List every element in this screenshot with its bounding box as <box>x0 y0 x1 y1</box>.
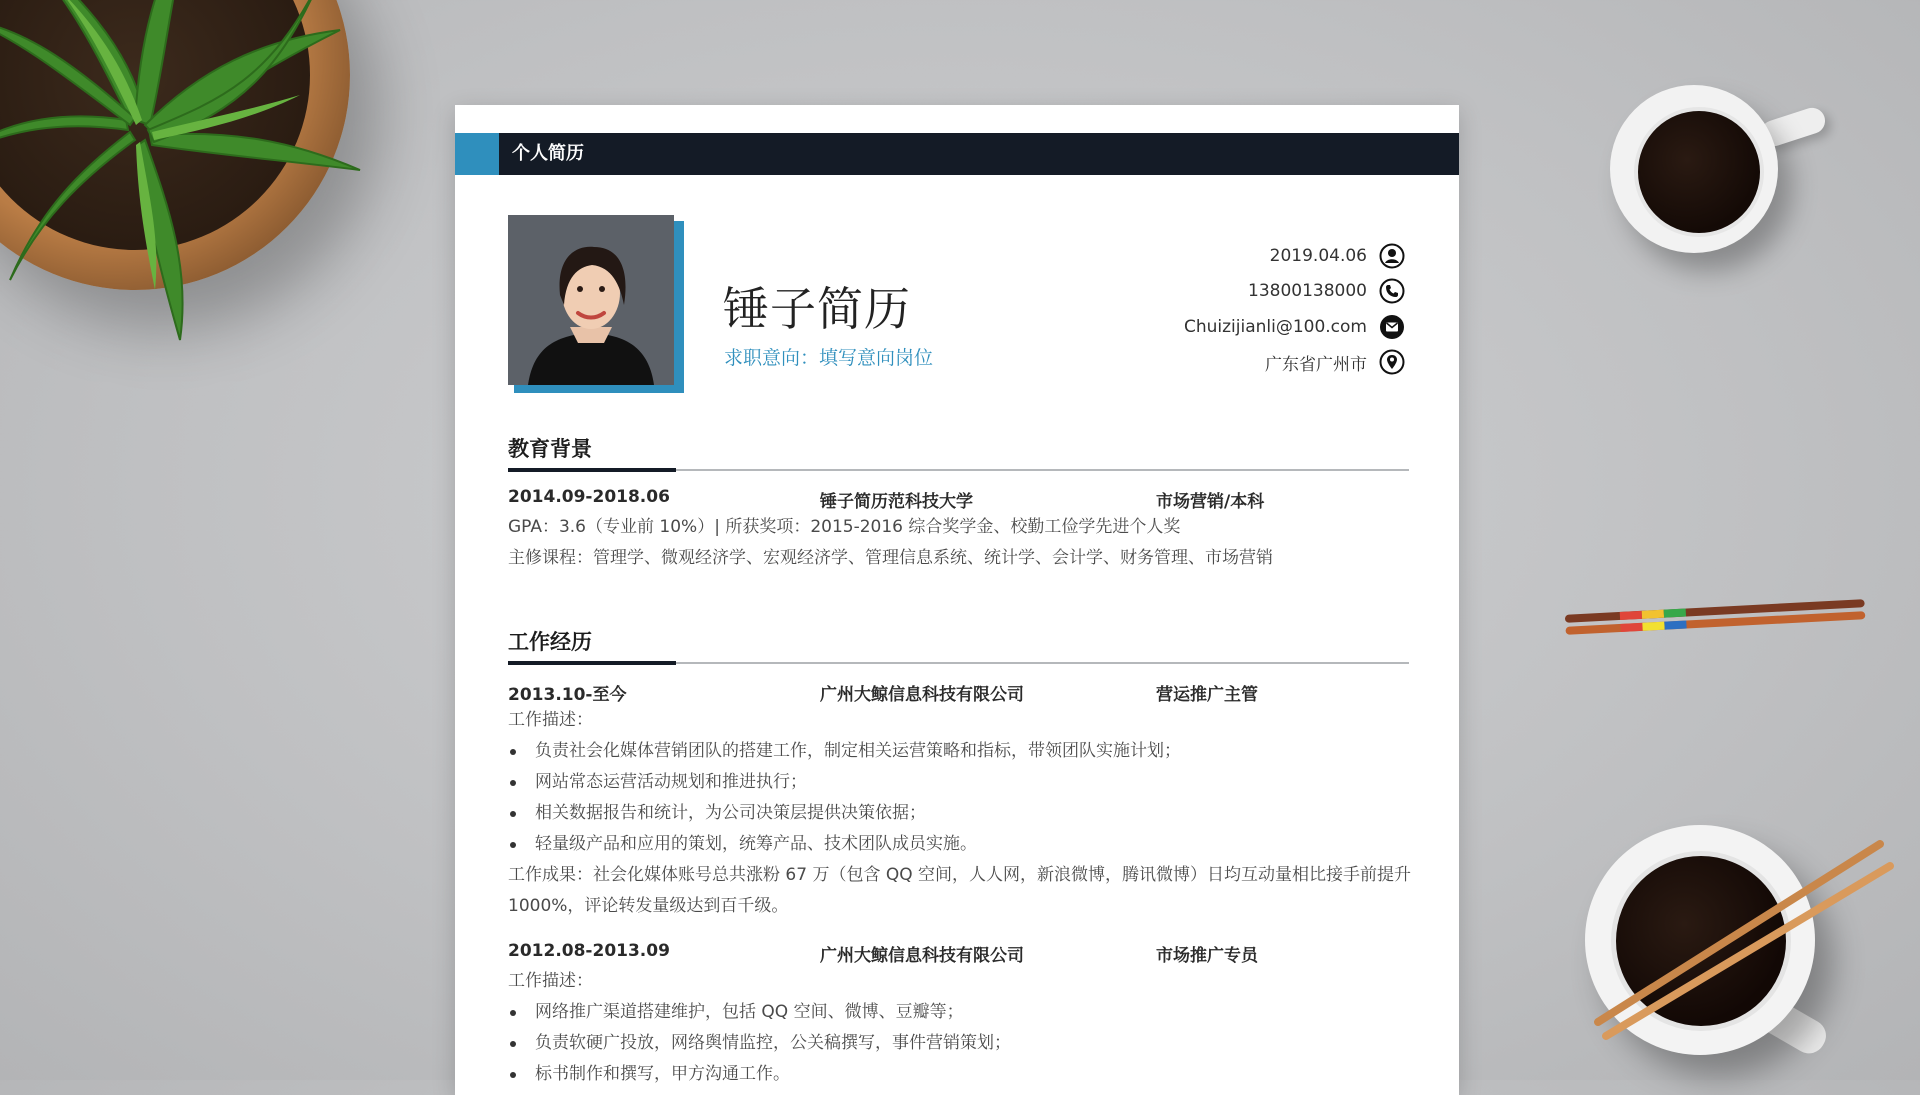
education-date: 2014.09-2018.06 <box>508 487 670 507</box>
education-major: 市场营销/本科 <box>1156 492 1265 512</box>
profile-photo <box>508 215 674 385</box>
job-date: 2012.08-2013.09 <box>508 941 670 961</box>
candidate-name: 锤子简历 <box>723 282 911 336</box>
job-entry <box>508 941 1409 965</box>
resume-document: 个人简历 锤子简历 求职意向：填写意向岗位 2019.04.06 13800138000 Chuizijianli@100.com 广东省广州市 教育背景 2014.09-2018.06 锤子简历范科技大学 市场营销/本科 GPA：3.6（专业前 10%）| 所获奖项：2015-2016 综合奖学金、校勤工俭学先进个人奖 主修课程：管理学、微观经济学、宏观经济学、管理信息系统、统计学、会计学、财务管理、市场营销 工作经历 2013.10-至今 广州大鲸信息科技有限公司 营运推广主管 工作描述： 负责社会化媒体营销团队的搭建工作，制定相关运营策略和指标，带领团队实施计划； 网站常态运营活动规划和推进执行； 相关数据报告和统计，为公司决策层提供决策依据； 轻量级产品和应用的策划，统筹产品、技术团队成员实施。 工作成果：社会化媒体账号总共涨粉 67 万（包含 QQ 空间，人人网，新浪微博，腾讯微博）日均互动量相比接手前提升 1000%，评论转发量级达到百千级。 2012.08-2013.09 广州大鲸信息科技有限公司 市场推广专员 工作描述： 网络推广渠道搭建维护，包括 QQ 空间、微博、豆瓣等； 负责软硬广投放，网络舆情监控，公关稿撰写，事件营销策划； 标书制作和撰写，甲方沟通工作。 <box>455 105 1459 1095</box>
job-intent-label: 求职意向： <box>724 347 820 369</box>
header-title: 个人简历 <box>512 143 584 164</box>
contact-location: 广东省广州市 <box>1184 345 1405 381</box>
job-desc-label: 工作描述： <box>508 971 593 991</box>
job-role: 市场推广专员 <box>1156 946 1258 966</box>
wooden-chopsticks <box>1590 830 1900 1060</box>
education-gpa: GPA：3.6（专业前 10%）| 所获奖项：2015-2016 综合奖学金、校勤工俭学先进个人奖 <box>508 517 1181 537</box>
job-role: 营运推广主管 <box>1156 685 1258 705</box>
user-icon <box>1379 243 1405 269</box>
education-section-header <box>508 433 1409 459</box>
profile-photo-frame <box>508 215 678 385</box>
header-accent <box>455 133 499 175</box>
job-entry <box>508 680 1409 704</box>
location-icon <box>1379 349 1405 375</box>
education-title: 教育背景 <box>508 437 592 461</box>
phone-icon <box>1379 278 1405 304</box>
work-title: 工作经历 <box>508 630 592 654</box>
contact-birthdate: 2019.04.06 <box>1184 238 1405 274</box>
job-date: 2013.10-至今 <box>508 685 627 705</box>
job-intent <box>724 343 933 370</box>
education-courses: 主修课程：管理学、微观经济学、宏观经济学、管理信息系统、统计学、会计学、财务管理、市场营销 <box>508 548 1273 568</box>
contact-phone: 13800138000 <box>1184 274 1405 310</box>
chopsticks <box>1560 585 1870 645</box>
coffee-cup-small <box>1610 85 1778 253</box>
contact-email: Chuizijianli@100.com <box>1184 309 1405 345</box>
job-company: 广州大鲸信息科技有限公司 <box>820 946 1024 966</box>
job-intent-value: 填写意向岗位 <box>819 347 934 369</box>
education-school: 锤子简历范科技大学 <box>820 492 973 512</box>
work-section-header <box>508 626 1409 652</box>
job-desc-label: 工作描述： <box>508 710 593 730</box>
header-bar <box>455 133 1459 175</box>
mail-icon <box>1379 314 1405 340</box>
job-company: 广州大鲸信息科技有限公司 <box>820 685 1024 705</box>
plant-leaves <box>0 0 400 390</box>
contact-list <box>1184 238 1405 380</box>
education-entry <box>508 487 1409 511</box>
job-result: 工作成果：社会化媒体账号总共涨粉 67 万（包含 QQ 空间，人人网，新浪微博，腾讯微博）日均互动量相比接手前提升 1000%，评论转发量级达到百千级。 <box>508 865 1412 916</box>
